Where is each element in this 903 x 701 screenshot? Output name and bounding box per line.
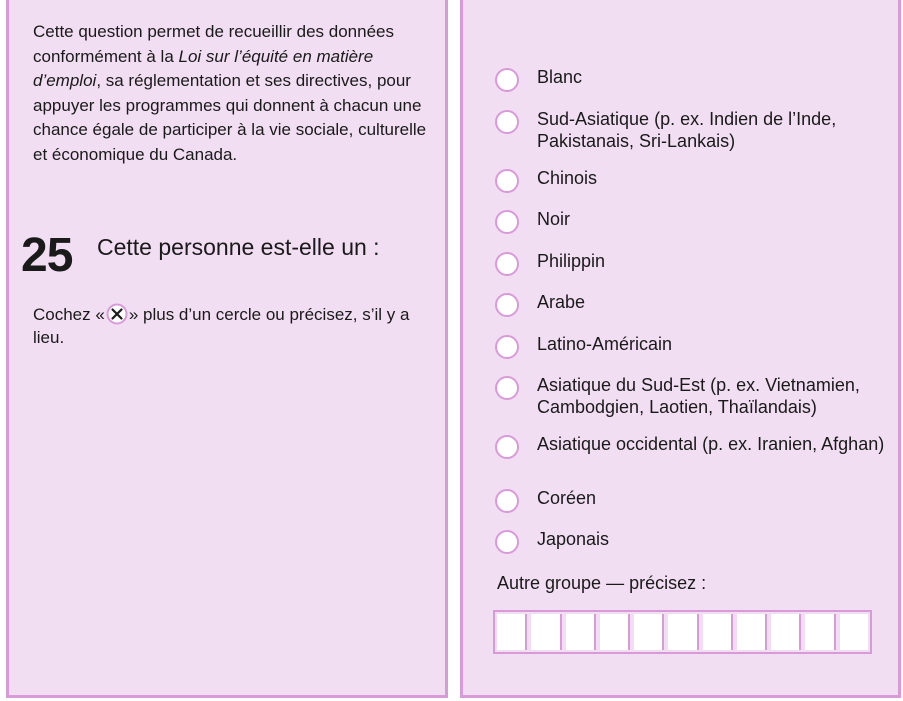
option-label: Philippin (537, 251, 606, 271)
intro-part2: , sa réglementation et ses directives, pour appuyer les programmes qui donnent à chacun une chance égale de participer à la vie sociale, culturelle et économique du Canada. (33, 71, 427, 164)
option-row[interactable] (495, 66, 897, 92)
question-info-panel (6, 0, 448, 698)
option-label: Arabe (537, 292, 586, 312)
option-label: Asiatique du Sud-Est (p. ex. Vietnamien, Cambodgien, Laotien, Thaïlandais) (537, 375, 860, 417)
option-label: Noir (537, 209, 571, 229)
letter-box[interactable] (600, 614, 630, 650)
option-label: Asiatique occidental (p. ex. Iranien, Afghan) (537, 434, 885, 454)
letter-box[interactable] (703, 614, 733, 650)
instruction-after: » plus d’un cercle ou précisez, s’il y a lieu. (33, 305, 410, 347)
radio-button[interactable] (495, 252, 519, 276)
intro-text (33, 20, 433, 167)
question-number: 25 (21, 229, 73, 282)
letter-box[interactable] (805, 614, 835, 650)
radio-button[interactable] (495, 110, 519, 134)
option-label: Japonais (537, 529, 610, 549)
option-row[interactable] (495, 333, 897, 359)
letter-box[interactable] (771, 614, 801, 650)
option-row[interactable] (495, 433, 897, 459)
option-row[interactable] (495, 108, 897, 152)
radio-button[interactable] (495, 293, 519, 317)
option-label: Chinois (537, 168, 598, 188)
option-label: Sud-Asiatique (p. ex. Indien de l’Inde, Pakistanais, Sri-Lankais) (537, 109, 837, 151)
other-group-input[interactable] (493, 610, 872, 654)
intro-part1: Cette question permet de recueillir des données conformément à la (33, 22, 394, 66)
law-name: Loi sur l’équité en matière d’emploi (33, 46, 374, 90)
answer-panel (460, 0, 901, 698)
radio-button[interactable] (495, 376, 519, 400)
letter-box[interactable] (634, 614, 664, 650)
instruction-before: Cochez « (33, 305, 105, 324)
letter-box[interactable] (668, 614, 698, 650)
question-instruction (33, 303, 433, 349)
question-text: Cette personne est-elle un : (97, 234, 380, 260)
option-row[interactable] (495, 291, 897, 317)
radio-button[interactable] (495, 335, 519, 359)
letter-box[interactable] (531, 614, 561, 650)
option-label: Blanc (537, 67, 583, 87)
radio-button[interactable] (495, 210, 519, 234)
option-label: Latino-Américain (537, 334, 673, 354)
radio-button[interactable] (495, 169, 519, 193)
other-group-label: Autre groupe — précisez : (497, 573, 707, 593)
option-row[interactable] (495, 374, 897, 418)
radio-button[interactable] (495, 530, 519, 554)
circle-x-icon (106, 303, 128, 325)
letter-box[interactable] (737, 614, 767, 650)
letter-box[interactable] (497, 614, 527, 650)
letter-box[interactable] (840, 614, 868, 650)
radio-button[interactable] (495, 489, 519, 513)
radio-button[interactable] (495, 435, 519, 459)
option-row[interactable] (495, 487, 897, 513)
option-row[interactable] (495, 250, 897, 276)
option-row[interactable] (495, 208, 897, 234)
radio-button[interactable] (495, 68, 519, 92)
letter-box[interactable] (566, 614, 596, 650)
option-row[interactable] (495, 167, 897, 193)
option-label: Coréen (537, 488, 597, 508)
option-row[interactable] (495, 528, 897, 554)
